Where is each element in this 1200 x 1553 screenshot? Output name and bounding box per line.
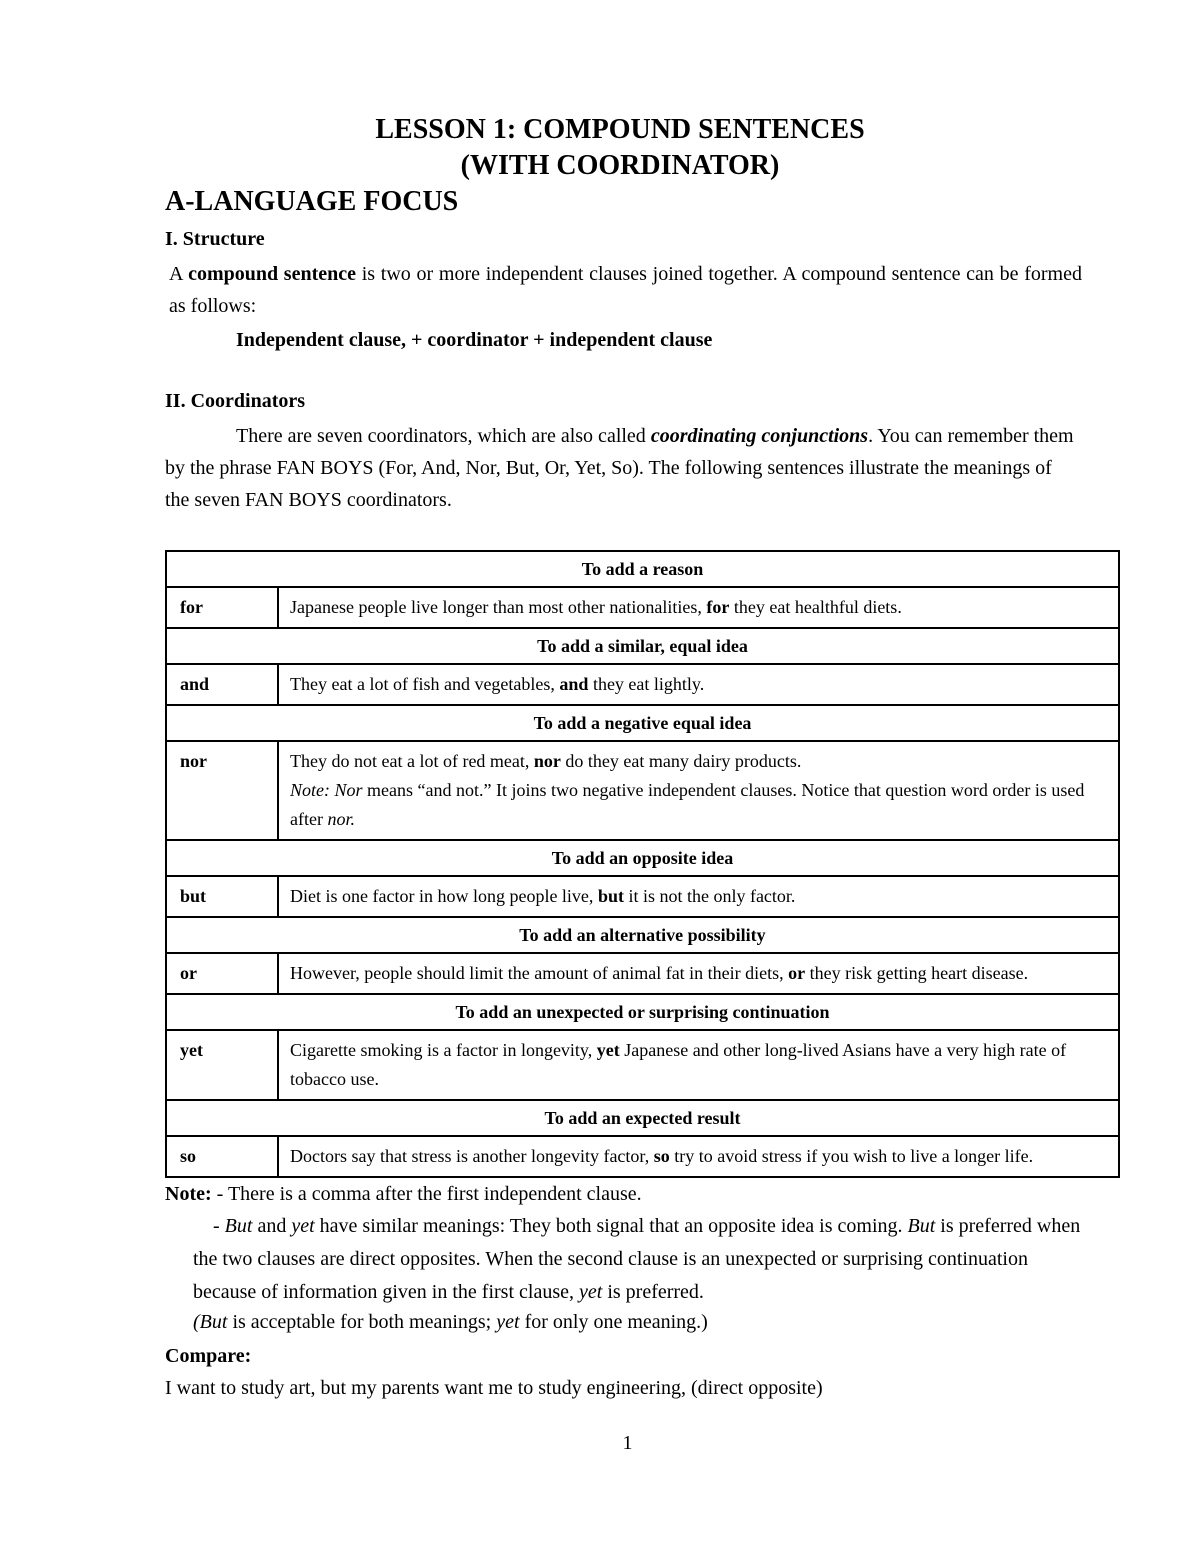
page-number: 1 [622, 1432, 633, 1454]
note-but-yet: - But and yet have similar meanings: They both signal that an opposite idea is coming. But is preferred when the two clauses are direct opposites. When the second clause is an unexpected or surprising continuation because of information given in the first clause, yet is preferred. [193, 1215, 1081, 1303]
example-and: They eat a lot of fish and vegetables, and they eat lightly. [278, 664, 1119, 705]
structure-paragraph: A compound sentence is two or more independent clauses joined together. A compound sentence can be formed as follows: [169, 263, 1082, 317]
coordinator-yet: yet [166, 1030, 278, 1100]
note-line-1: Note: - There is a comma after the first independent clause. [165, 1183, 642, 1205]
compare-heading: Compare: [165, 1345, 252, 1367]
coordinator-or: or [166, 953, 278, 994]
example-nor: They do not eat a lot of red meat, nor do they eat many dairy products. Note: Nor means “and not.” It joins two negative independent clauses. Notice that question word order is used after nor. [278, 741, 1119, 840]
coordinator-for: for [166, 587, 278, 628]
row-header-yet: To add an unexpected or surprising continuation [166, 994, 1119, 1030]
row-header-nor: To add a negative equal idea [166, 705, 1119, 741]
coordinator-but: but [166, 876, 278, 917]
row-header-so: To add an expected result [166, 1100, 1119, 1136]
row-header-for: To add a reason [166, 551, 1119, 587]
coordinators-heading: II. Coordinators [165, 390, 306, 412]
coordinator-nor: nor [166, 741, 278, 840]
compare-example: I want to study art, but my parents want me to study engineering, (direct opposite) [165, 1377, 823, 1399]
structure-heading: I. Structure [165, 228, 265, 250]
coordinators-paragraph: There are seven coordinators, which are also called coordinating conjunctions. You can remember them by the phrase FAN BOYS (For, And, Nor, But, Or, Yet, So). The following sentences illustrate the meanings of the seven FAN BOYS coordinators. [165, 425, 1074, 511]
example-but: Diet is one factor in how long people live, but it is not the only factor. [278, 876, 1119, 917]
example-for: Japanese people live longer than most other nationalities, for they eat healthful diets. [278, 587, 1119, 628]
row-header-or: To add an alternative possibility [166, 917, 1119, 953]
example-or: However, people should limit the amount of animal fat in their diets, or they risk getting heart disease. [278, 953, 1119, 994]
note-acceptable: (But is acceptable for both meanings; yet for only one meaning.) [193, 1311, 708, 1333]
fanboys-table [165, 550, 1120, 1178]
row-header-and: To add a similar, equal idea [166, 628, 1119, 664]
coordinator-and: and [166, 664, 278, 705]
row-header-but: To add an opposite idea [166, 840, 1119, 876]
example-yet: Cigarette smoking is a factor in longevity, yet Japanese and other long-lived Asians have a very high rate of tobacco use. [278, 1030, 1119, 1100]
lesson-subtitle: (WITH COORDINATOR) [460, 150, 780, 181]
lesson-title: LESSON 1: COMPOUND SENTENCES [375, 114, 865, 145]
structure-formula: Independent clause, + coordinator + independent clause [236, 329, 713, 351]
coordinator-so: so [166, 1136, 278, 1177]
section-a-heading: A-LANGUAGE FOCUS [165, 186, 459, 217]
example-so: Doctors say that stress is another longevity factor, so try to avoid stress if you wish to live a longer life. [278, 1136, 1119, 1177]
